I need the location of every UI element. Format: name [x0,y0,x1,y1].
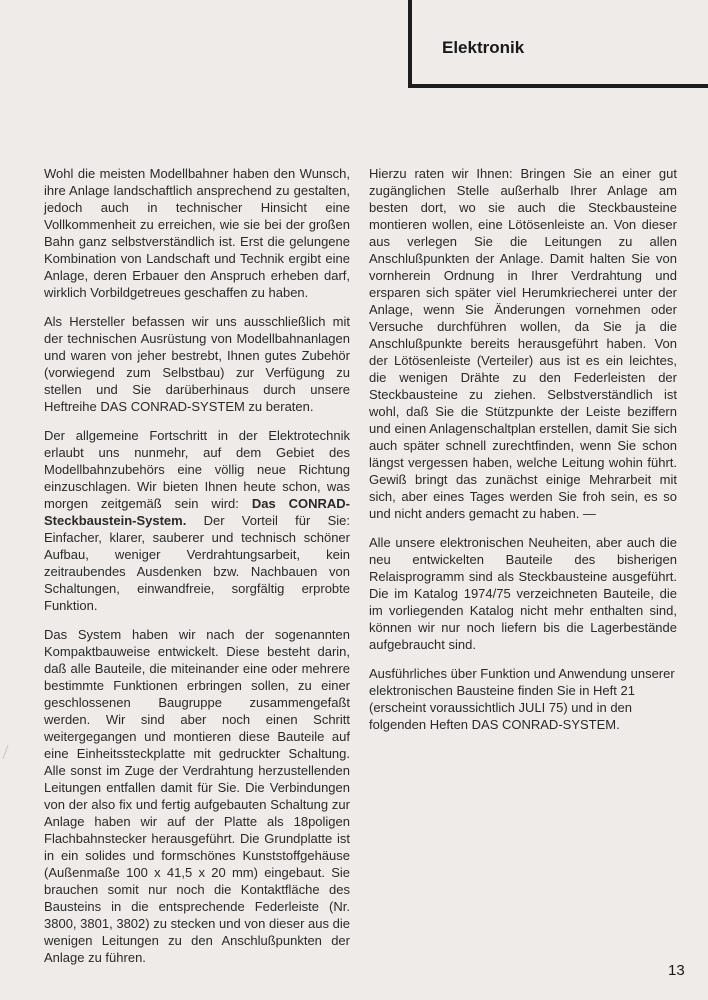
paragraph-advice: Hierzu raten wir Ihnen: Bringen Sie an einer gut zugänglichen Stelle außerhalb Ihrer Anlage am besten dort, wo sie auch die Steckbausteine montieren wollen, eine Lötösenleiste an. Von dieser aus verlegen Sie die Leitungen zu allen Anschlußpunkten der Anlage. Damit halten Sie von vornherein Ordnung in Ihrer Verdrahtung und ersparen sich später viel Herumkriecherei unter der Anlage, wenn Sie Änderungen vornehmen oder Versuche durchführen wollen, da Sie ja die Anschlußpunkte bereits herausgeführt haben. Von der Lötösenleiste (Verteiler) aus ist es ein leichtes, die wenigen Drähte zu den Federleisten der Steckbausteine zu ziehen. Selbstverständlich ist wohl, daß Sie die Stützpunkte der Leiste beziffern und einen Anlagenschaltplan erstellen, damit Sie sich auch später schnell zurechtfinden, wenn Sie schon längst vergessen haben, welche Leitung wohin führt. Gewiß bringt das zunächst einige Mehrarbeit mit sich, aber eines Tages werden Sie froh sein, es so und nicht anders gemacht zu haben. — [369,166,677,521]
paragraph-novelties: Alle unsere elektronischen Neuheiten, aber auch die neu entwickelten Bauteile des bisherigen Relaisprogramm sind als Steckbausteine ausgeführt. Die im Katalog 1974/75 verzeichneten Bauteile, die im vorliegenden Katalog nicht mehr enthalten sind, können wir nur noch liefern bis die Lagerbestände aufgebraucht sind. [369,535,677,652]
margin-mark [2,745,14,759]
section-title: Elektronik [442,38,525,57]
paragraph-progress [44,427,350,614]
left-column [44,165,350,978]
paragraph-progress-text-2: Der Vorteil für Sie: Einfacher, klarer, sauberer und technisch schöner Aufbau, weniger Verdrahtungsarbeit, kein zeitraubendes Ausdenken bzw. Nachbauen von Schaltungen, einwandfreie, sorgfältig erprobte Funktion. [44,513,350,613]
paragraph-intro: Wohl die meisten Modellbahner haben den Wunsch, ihre Anlage landschaftlich ansprechend zu gestalten, jedoch auch in technischer Hinsicht eine Vollkommenheit zu erreichen, wie sie bei der großen Bahn ganz selbstverständlich ist. Erst die gelungene Kombination von Landschaft und Technik ergibt eine Anlage, deren Erbauer den Anspruch erheben darf, wirklich Vorbildgetreues geschaffen zu haben. [44,166,350,300]
product-name-bold: Das CONRAD-Steckbaustein-System. [44,496,350,528]
paragraph-system: Das System haben wir nach der sogenannten Kompaktbauweise entwickelt. Diese besteht darin, daß alle Bauteile, die miteinander eine oder mehrere bestimmte Funktionen erbringen sollen, zu einer geschlossenen Baugruppe zusammengefaßt werden. Wir sind aber noch einen Schritt weitergegangen und montieren diese Bauteile auf eine Einheitssteckplatte mit gedruckter Schaltung. Alle sonst im Zuge der Verdrahtung herzustellenden Leitungen entfallen damit für Sie. Die Verbindungen von der also fix und fertig aufgebauten Schaltung zur Anlage haben wir auf der Platte als 18poligen Flachbahnstecker herausgeführt. Die Grundplatte ist in ein solides und formschönes Kunststoffgehäuse (Außenmaße 100 x 41,5 x 20 mm) eingebaut. Sie brauchen somit nur noch die Kontaktfläche des Bausteins in die entsprechende Federleiste (Nr. 3800, 3801, 3802) zu stecken und von dieser aus die wenigen Leitungen zu den Anschlußpunkten der Anlage zu führen. [44,627,350,965]
paragraph-manufacturer: Als Hersteller befassen wir uns ausschließlich mit der technischen Ausrüstung von Modellbahnanlagen und waren von jeher bestrebt, Ihnen gutes Zubehör (vorwiegend zum Selbstbau) zur Verfügung zu stellen und Sie darüberhinaus durch unsere Heftreihe DAS CONRAD-SYSTEM zu beraten. [44,314,350,414]
page-number: 13 [668,962,685,979]
section-header-box [408,0,708,88]
paragraph-progress-text-1: Der allgemeine Fortschritt in der Elektrotechnik erlaubt uns nunmehr, auf dem Gebiet des Modellbahnzubehörs eine völlig neue Richtung einzuschlagen. Wir bieten Ihnen heute schon, was morgen zeitgemäß sein wird: [44,428,350,511]
paragraph-further-info: Ausführliches über Funktion und Anwendung unserer elektronischen Bausteine finden Sie in Heft 21 (erscheint voraussichtlich JULI 75) und in den folgenden Heften DAS CONRAD-SYSTEM. [369,666,675,732]
right-column [369,165,677,745]
